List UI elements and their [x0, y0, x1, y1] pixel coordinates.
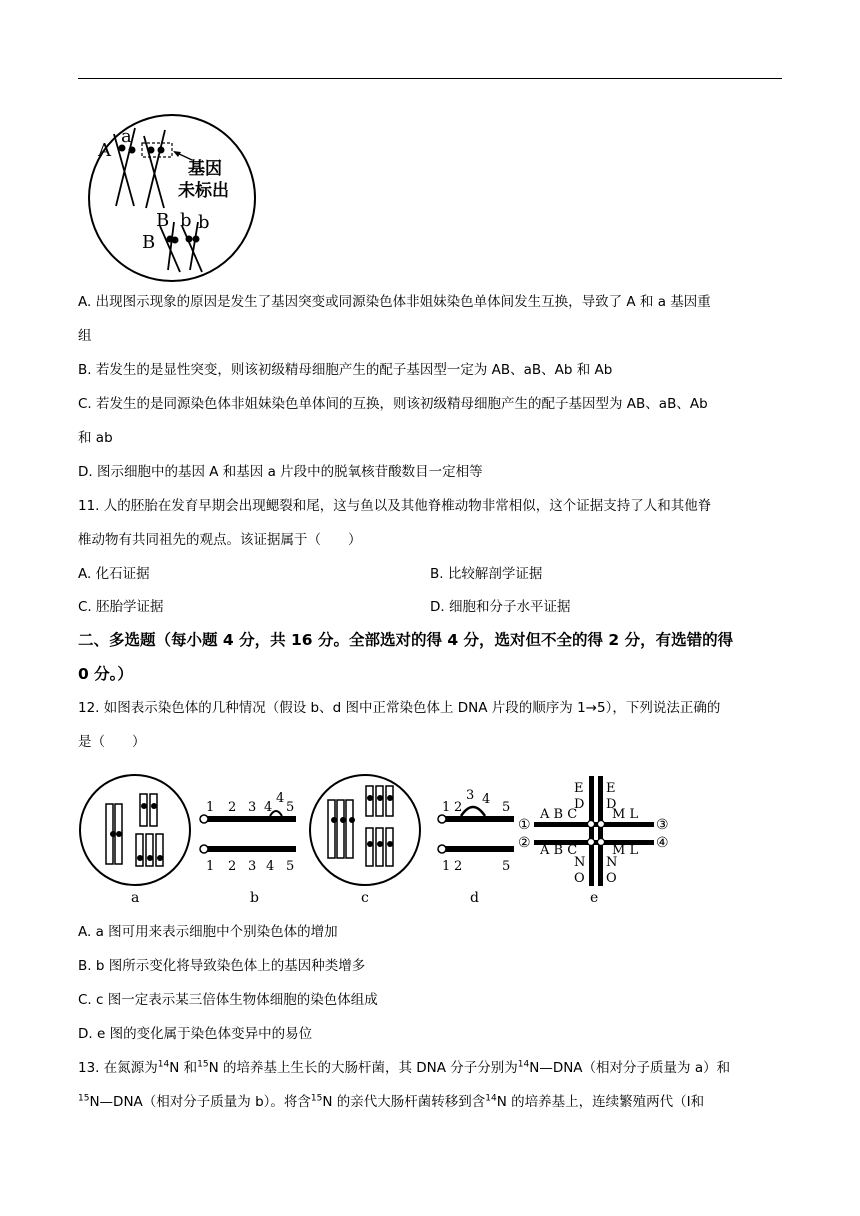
q12-stem-line2: 是（ ） — [78, 734, 146, 750]
d-top-3: 3 — [466, 788, 475, 803]
b-top-4b: 4 — [276, 791, 285, 806]
e-col-bot-2: O — [574, 871, 585, 886]
e-row1-right: M L — [612, 807, 639, 822]
q10-option-a-line2: 组 — [78, 328, 92, 344]
e-circled-2: ② — [518, 835, 531, 851]
d-bot-5: 5 — [502, 859, 511, 874]
q12-option-c: C. c 图一定表示某三倍体生物体细胞的染色体组成 — [78, 992, 378, 1008]
q13-stem-line1: 13. 在氮源为$^{14}$N 和$^{15}$N 的培养基上生长的大肠杆菌，其 DNA 分子分别为$^{14}$N—DNA（相对分子质量为 a）和 — [78, 1059, 731, 1076]
q10-option-d: D. 图示细胞中的基因 A 和基因 a 片段中的脱氧核苷酸数目一定相等 — [78, 464, 483, 480]
e-col-bot-4: O — [606, 871, 617, 886]
q11-stem-line2: 椎动物有共同祖先的观点。该证据属于（ ） — [78, 532, 362, 548]
header-rule — [78, 78, 782, 79]
q10-option-c-line1: C. 若发生的是同源染色体非姐妹染色单体间的互换，则该初级精母细胞产生的配子基因型为 AB、aB、Ab — [78, 396, 708, 412]
b-bot-2: 2 — [228, 859, 237, 874]
q11-option-a: A. 化石证据 — [78, 566, 150, 582]
q11-option-b: B. 比较解剖学证据 — [430, 566, 543, 582]
b-top-4a: 4 — [264, 800, 273, 815]
q13-stem-line2: $^{15}$N—DNA（相对分子质量为 b）。将含$^{15}$N 的亲代大肠杆菌转移到含$^{14}$N 的培养基上，连续繁殖两代（Ⅰ和 — [78, 1093, 705, 1110]
label-A: A — [98, 140, 111, 161]
q12-stem-line1: 12. 如图表示染色体的几种情况（假设 b、d 图中正常染色体上 DNA 片段的顺序为 1→5），下列说法正确的 — [78, 700, 721, 716]
label-b-1: b — [180, 210, 192, 231]
label-gene: 基因 — [188, 159, 222, 179]
e-circled-3: ③ — [656, 817, 669, 833]
label-fig-d: d — [470, 890, 479, 906]
label-fig-a: a — [131, 890, 140, 906]
e-row2-left: A B C — [540, 843, 578, 858]
b-top-2: 2 — [228, 800, 237, 815]
e-circled-4: ④ — [656, 835, 669, 851]
e-col-top-3: E — [606, 781, 616, 796]
d-top-4: 4 — [482, 792, 491, 807]
q11-option-c: C. 胚胎学证据 — [78, 599, 164, 615]
label-b-2: b — [198, 212, 210, 233]
q10-option-b: B. 若发生的是显性突变，则该初级精母细胞产生的配子基因型一定为 AB、aB、Ab 和 Ab — [78, 362, 613, 378]
label-B-top: B — [156, 210, 170, 231]
b-top-5: 5 — [286, 800, 295, 815]
label-a: a — [121, 126, 132, 147]
d-top-5: 5 — [502, 800, 511, 815]
q11-stem-line1: 11. 人的胚胎在发育早期会出现鳃裂和尾，这与鱼以及其他脊椎动物非常相似，这个证据支持了人和其他脊 — [78, 498, 712, 514]
e-col-top-1: E — [574, 781, 584, 796]
label-fig-b: b — [250, 890, 259, 906]
d-top-2: 2 — [454, 800, 463, 815]
figure-q10-cell — [78, 114, 268, 284]
e-row1-left: A B C — [540, 807, 578, 822]
section-title-line1: 二、多选题（每小题 4 分，共 16 分。全部选对的得 4 分，选对但不全的得 2 分，有选错的得 — [78, 631, 734, 649]
section-title-line2: 0 分。） — [78, 665, 133, 683]
q10-option-a-line1: A. 出现图示现象的原因是发生了基因突变或同源染色体非姐妹染色单体间发生互换，导致了 A 和 a 基因重 — [78, 294, 711, 310]
b-top-1: 1 — [206, 800, 215, 815]
b-bot-3: 3 — [248, 859, 257, 874]
d-bot-1: 1 — [442, 859, 451, 874]
label-B-bottom: B — [142, 232, 156, 253]
e-col-top-2: D — [574, 797, 585, 812]
e-circled-1: ① — [518, 817, 531, 833]
d-top-1: 1 — [442, 800, 451, 815]
figure-q12 — [78, 772, 708, 910]
d-bot-2: 2 — [454, 859, 463, 874]
label-fig-c: c — [361, 890, 369, 906]
e-col-top-4: D — [606, 797, 617, 812]
q11-option-d: D. 细胞和分子水平证据 — [430, 599, 571, 615]
q12-option-b: B. b 图所示变化将导致染色体上的基因种类增多 — [78, 958, 366, 974]
q12-option-a: A. a 图可用来表示细胞中个别染色体的增加 — [78, 924, 338, 940]
b-bot-5: 5 — [286, 859, 295, 874]
label-unmarked: 未标出 — [178, 181, 229, 201]
e-col-bot-1: N — [574, 855, 586, 870]
q12-option-d: D. e 图的变化属于染色体变异中的易位 — [78, 1026, 313, 1042]
q10-option-c-line2: 和 ab — [78, 430, 113, 446]
e-row2-right: M L — [612, 843, 639, 858]
b-top-3: 3 — [248, 800, 257, 815]
b-bot-4: 4 — [266, 859, 275, 874]
b-bot-1: 1 — [206, 859, 215, 874]
e-col-bot-3: N — [606, 855, 618, 870]
label-fig-e: e — [590, 890, 599, 906]
